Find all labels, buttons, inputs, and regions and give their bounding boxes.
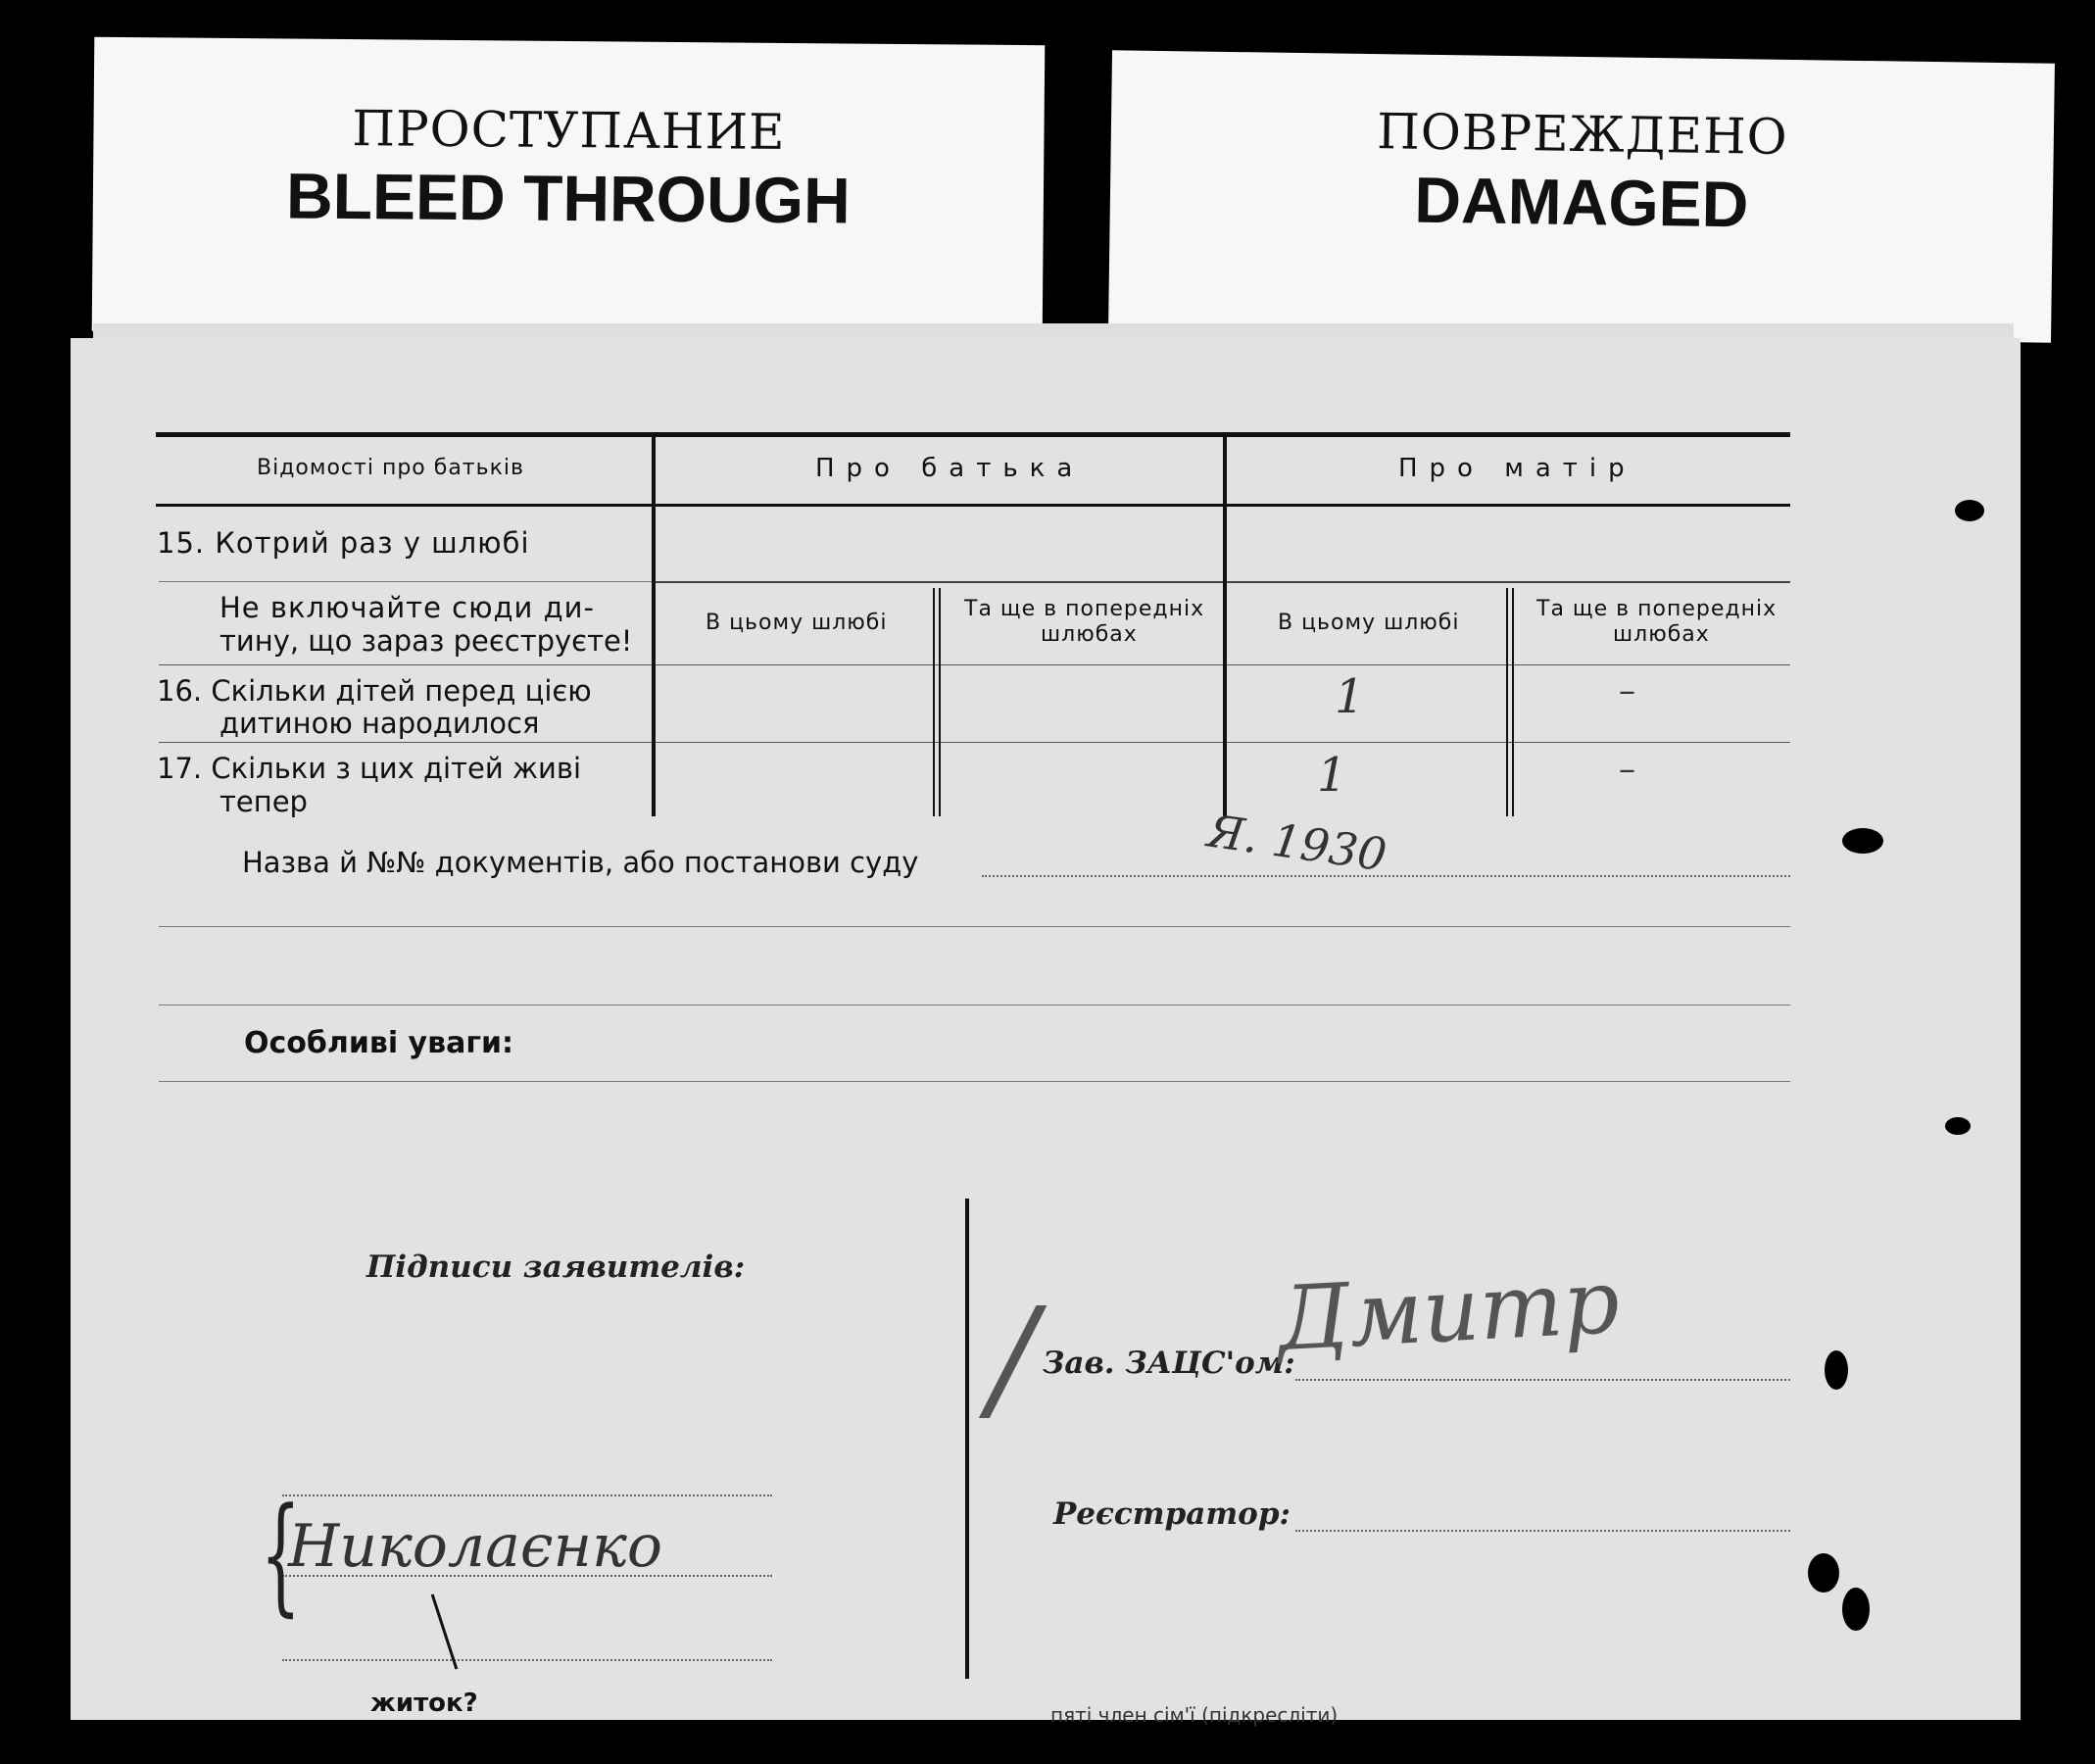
col-divider-1 [652,432,656,816]
damage-hole [1955,500,1984,521]
registrar-label: Реєстратор: [1053,1496,1291,1532]
note-line2: тину, що зараз реєструєте! [219,624,633,658]
header-bottom-rule [156,504,1790,507]
docs-line [982,875,1790,877]
docs-scrawl: Я. 1930 [1204,804,1390,882]
tear-crack [431,1593,459,1669]
row15-rule-left [159,581,654,582]
damage-hole [1808,1553,1839,1592]
row17-line1: 17. Скільки з цих дітей живі [157,752,582,785]
bottom-left-text: житок? [370,1689,478,1718]
col-divider-2 [1223,432,1227,816]
damage-hole [1842,828,1883,854]
signature-mark: / [990,1279,1037,1439]
note-line1: Не включайте сюди ди- [219,591,595,624]
row16-rule [159,742,1790,743]
subheader-rule [159,664,1790,665]
bottom-right-text: пяті член сім'ї (підкресліти) [1050,1703,1339,1727]
damage-hole [1945,1117,1971,1135]
row16-line2: дитиною народилося [219,707,540,740]
bleed-through-english-label: BLEED THROUGH [285,159,852,237]
row17-line2: тепер [219,785,308,818]
applicant-line-1 [282,1494,772,1496]
row17-mother-prev-value: – [1619,750,1635,789]
row16-mother-prev-value: – [1619,671,1635,710]
father-prev-line1: Та ще в попередніх [964,597,1205,621]
bleed-through-russian-label: ПРОСТУПАНИЕ [352,100,786,161]
applicant-line-3 [282,1659,772,1661]
head-zags-line [1295,1379,1790,1381]
mother-subcol-b [1512,588,1514,816]
damaged-russian-label: ПОВРЕЖДЕНО [1376,103,1788,166]
applicant-brace: { [260,1480,302,1629]
mother-prev-line1: Та ще в попередніх [1536,597,1778,621]
header-parents-info: Відомості про батьків [257,456,524,480]
row16-mother-this-value: 1 [1335,669,1365,724]
damaged-card [1108,50,2055,342]
head-zags-signature: Дмитр [1275,1250,1623,1372]
notes-label: Особливі уваги: [244,1026,514,1060]
damaged-english-label: DAMAGED [1413,163,1749,241]
form-page [71,338,2021,1720]
applicants-label: Підписи заявителів: [366,1250,746,1285]
registrar-line [1295,1530,1790,1532]
notes-line [159,1081,1790,1082]
father-this-marriage: В цьому шлюбі [706,611,888,635]
row17-mother-this-value: 1 [1317,748,1347,803]
damage-hole [1825,1350,1848,1390]
docs-label: Назва й №№ документів, або постанови суду [242,846,919,879]
header-about-father: Про батька [815,454,1085,483]
father-prev-line2: шлюбах [1041,622,1138,647]
header-about-mother: Про матір [1398,454,1636,483]
damage-hole [1842,1588,1870,1631]
signature-divider [965,1199,969,1679]
father-subcol-a [933,588,935,816]
row15-label: 15. Котрий раз у шлюбі [157,526,530,560]
bleed-through-card [92,37,1046,339]
blank-line-2 [159,1004,1790,1005]
table-top-rule [156,432,1790,437]
mother-this-marriage: В цьому шлюбі [1278,611,1460,635]
blank-line-1 [159,926,1790,927]
mother-subcol-a [1506,588,1508,816]
applicant-signature: Николаєнко [288,1512,662,1581]
father-subcol-b [939,588,941,816]
row16-line1: 16. Скільки дітей перед цією [157,674,592,708]
mother-prev-line2: шлюбах [1613,622,1710,647]
head-zags-label: Зав. ЗАЦС'ом: [1043,1346,1295,1381]
